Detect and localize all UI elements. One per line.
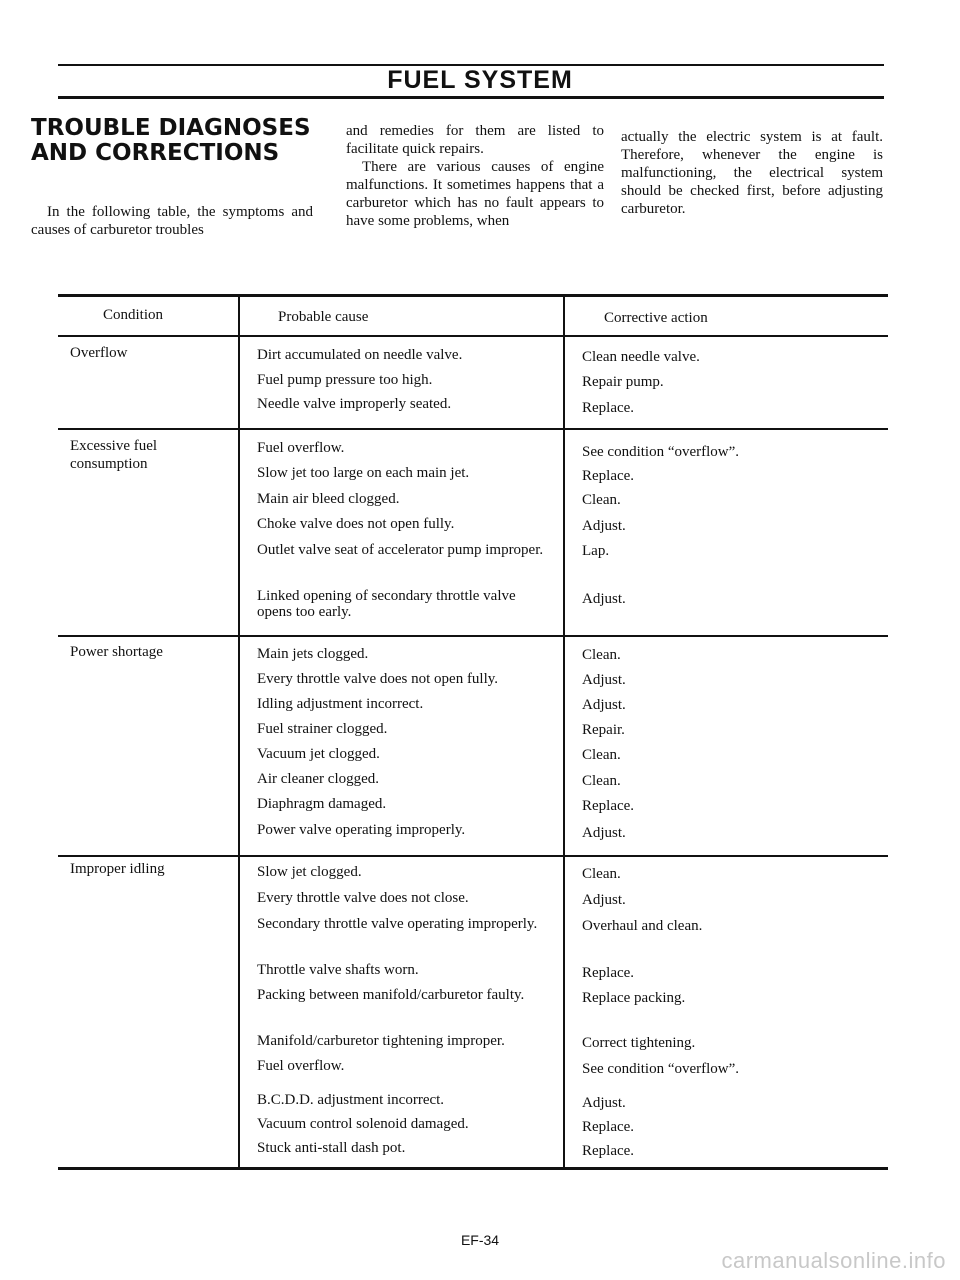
condition-power-shortage: Power shortage	[70, 644, 163, 660]
header-condition: Condition	[103, 307, 164, 323]
action-cell: Adjust.	[582, 672, 626, 688]
table-rule-top	[58, 294, 888, 297]
action-cell: Replace.	[582, 798, 635, 814]
header-divider	[58, 335, 888, 337]
intro-column-2	[346, 122, 604, 230]
cause-cell: Linked opening of secondary throttle valve opens too early.	[257, 588, 516, 620]
watermark: carmanualsonline.info	[721, 1248, 946, 1273]
cause-cell: B.C.D.D. adjustment incorrect.	[257, 1092, 445, 1108]
cause-cell: Choke valve does not open fully.	[257, 516, 455, 532]
header-corrective-action: Corrective action	[604, 310, 708, 326]
action-cell: Lap.	[582, 543, 610, 559]
condition-excessive-fuel: Excessive fuel consumption	[70, 438, 158, 472]
action-cell: Clean.	[582, 647, 621, 663]
cause-cell: Slow jet too large on each main jet.	[257, 465, 470, 481]
cause-cell: Air cleaner clogged.	[257, 771, 380, 787]
action-cell: Replace.	[582, 400, 635, 416]
cause-cell: Secondary throttle valve operating improperly.	[257, 916, 538, 932]
action-cell: Replace packing.	[582, 990, 686, 1006]
header-rule-bottom	[58, 96, 884, 99]
cause-cell: Throttle valve shafts worn.	[257, 962, 419, 978]
cause-cell: Packing between manifold/carburetor faulty.	[257, 987, 525, 1003]
cause-cell: Fuel pump pressure too high.	[257, 372, 433, 388]
group-divider-2	[58, 635, 888, 637]
cause-cell: Fuel overflow.	[257, 1058, 345, 1074]
cause-cell: Power valve operating improperly.	[257, 822, 466, 838]
action-cell: Adjust.	[582, 1095, 626, 1111]
header-probable-cause: Probable cause	[278, 309, 369, 325]
action-cell: Replace.	[582, 1143, 635, 1159]
column-divider-2	[563, 294, 565, 1170]
intro-column-3: actually the electric system is at fault. Therefore, whenever the engine is malfunctioning, the electrical system should be checked first, before adjusting carburetor.	[621, 129, 883, 217]
action-cell: Clean needle valve.	[582, 349, 700, 365]
action-cell: See condition “overflow”.	[582, 444, 740, 460]
cause-cell: Outlet valve seat of accelerator pump improper.	[257, 542, 544, 558]
article-title: TROUBLE DIAGNOSES AND CORRECTIONS	[31, 115, 311, 166]
action-cell: Replace.	[582, 965, 635, 981]
cause-cell: Main jets clogged.	[257, 646, 369, 662]
action-cell: Adjust.	[582, 518, 626, 534]
action-cell: Clean.	[582, 492, 621, 508]
cause-cell: Every throttle valve does not close.	[257, 890, 469, 906]
action-cell: See condition “overflow”.	[582, 1061, 740, 1077]
action-cell: Repair pump.	[582, 374, 664, 390]
table-rule-bottom	[58, 1167, 888, 1170]
intro-text: In the following table, the symptoms and causes of carburetor troubles	[31, 204, 313, 238]
page-number: EF-34	[460, 1232, 500, 1248]
action-cell: Adjust.	[582, 825, 626, 841]
action-cell: Clean.	[582, 773, 621, 789]
cause-cell: Every throttle valve does not open fully.	[257, 671, 499, 687]
cause-cell: Stuck anti-stall dash pot.	[257, 1140, 406, 1156]
cause-cell: Fuel overflow.	[257, 440, 345, 456]
cause-cell: Needle valve improperly seated.	[257, 396, 452, 412]
cause-cell: Vacuum control solenoid damaged.	[257, 1116, 469, 1132]
action-cell: Clean.	[582, 866, 621, 882]
action-cell: Repair.	[582, 722, 625, 738]
cause-cell: Main air bleed clogged.	[257, 491, 400, 507]
action-cell: Correct tightening.	[582, 1035, 696, 1051]
action-cell: Replace.	[582, 468, 635, 484]
cause-cell: Manifold/carburetor tightening improper.	[257, 1033, 505, 1049]
action-cell: Replace.	[582, 1119, 635, 1135]
column-divider-1	[238, 294, 240, 1170]
condition-overflow: Overflow	[70, 345, 128, 361]
action-cell: Adjust.	[582, 697, 626, 713]
action-cell: Adjust.	[582, 892, 626, 908]
condition-improper-idling: Improper idling	[70, 861, 165, 877]
group-divider-3	[58, 855, 888, 857]
col2-paragraph-1: and remedies for them are listed to facilitate quick repairs.	[346, 123, 604, 157]
action-cell: Overhaul and clean.	[582, 918, 703, 934]
page-section-title: FUEL SYSTEM	[387, 66, 573, 94]
cause-cell: Idling adjustment incorrect.	[257, 696, 424, 712]
col2-paragraph-2: There are various causes of engine malfunctions. It sometimes happens that a carburetor which has no fault appears to have some problems, when	[346, 159, 604, 229]
cause-cell: Vacuum jet clogged.	[257, 746, 380, 762]
cause-cell: Slow jet clogged.	[257, 864, 362, 880]
group-divider-1	[58, 428, 888, 430]
action-cell: Clean.	[582, 747, 621, 763]
action-cell: Adjust.	[582, 591, 626, 607]
cause-cell: Dirt accumulated on needle valve.	[257, 347, 463, 363]
intro-paragraph	[31, 203, 313, 239]
cause-cell: Diaphragm damaged.	[257, 796, 387, 812]
cause-cell: Fuel strainer clogged.	[257, 721, 388, 737]
